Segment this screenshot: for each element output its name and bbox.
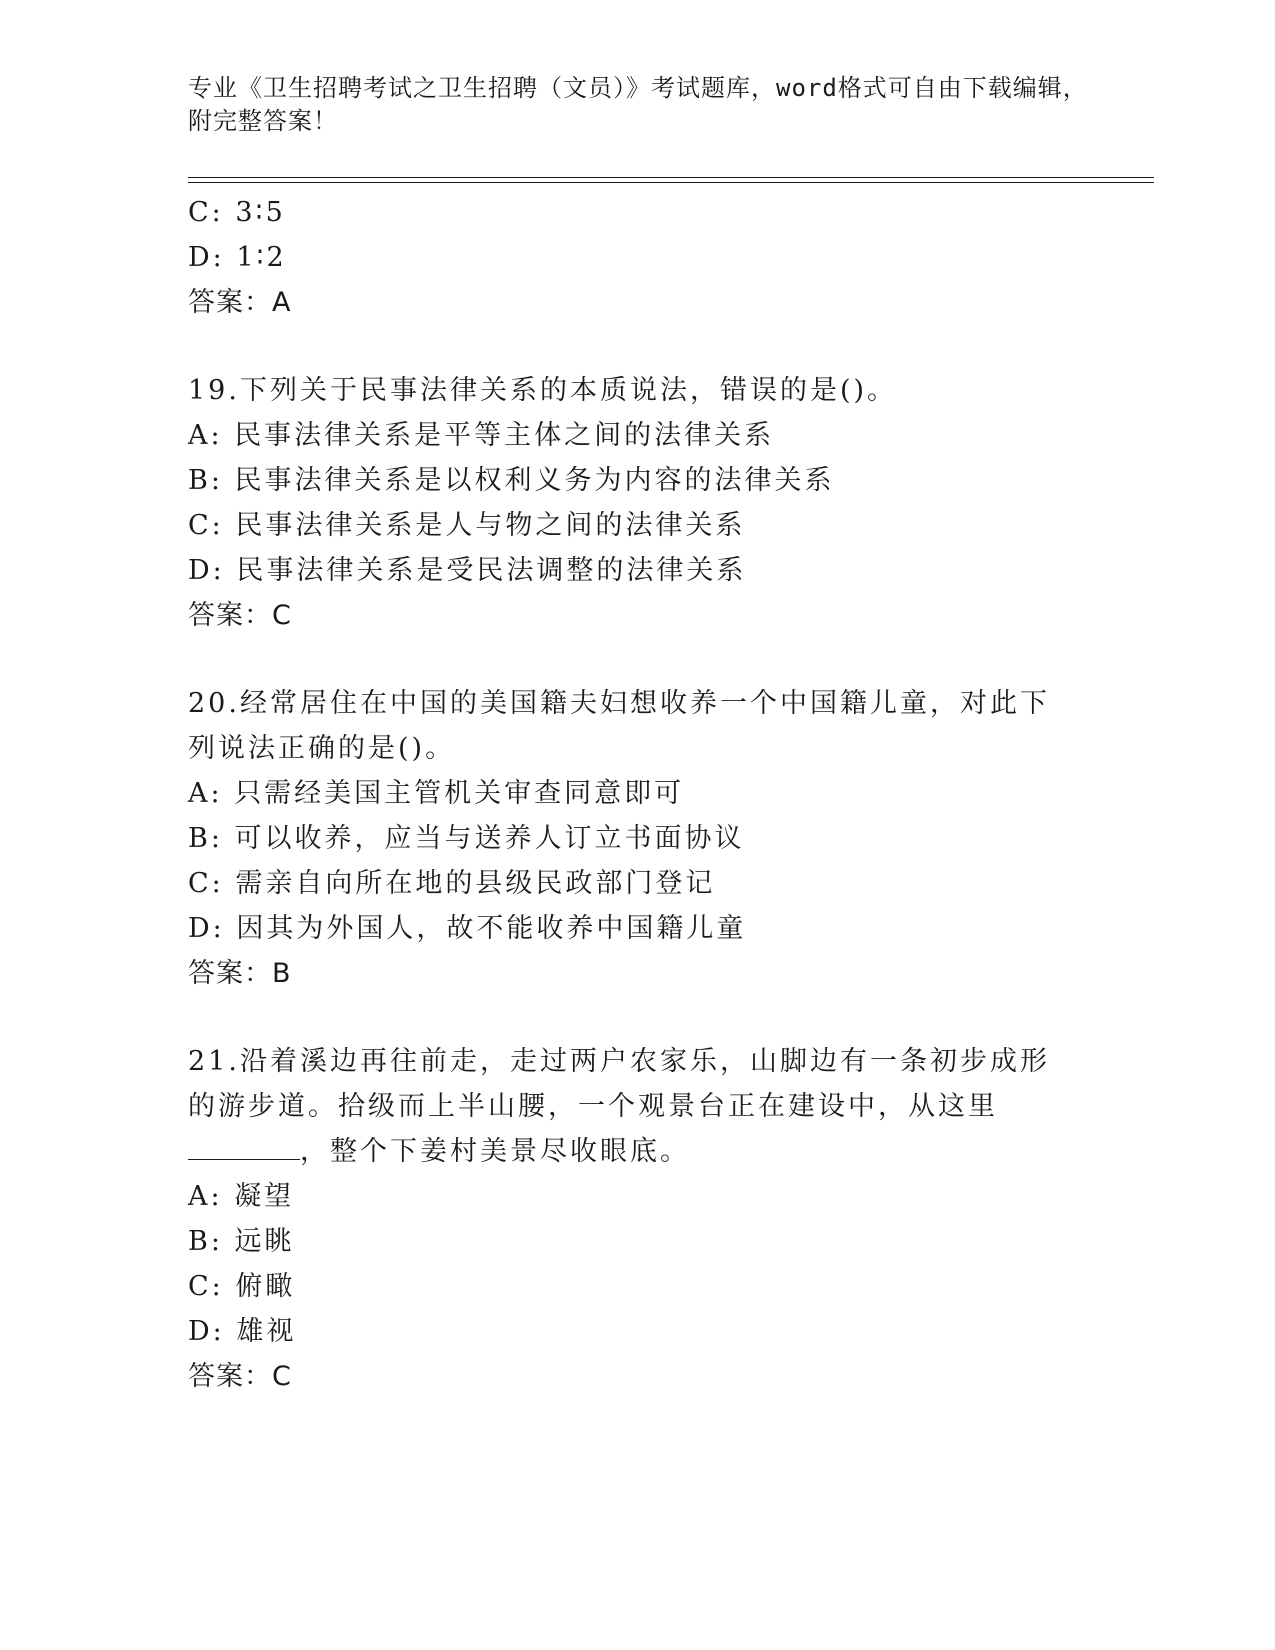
answer-line: 答案：B <box>188 958 292 989</box>
question-stem: 21.沿着溪边再往前走，走过两户农家乐，山脚边有一条初步成形的游步道。拾级而上半山腰，一个观景台正在建设中，从这里，整个下姜村美景尽收眼底。 <box>188 1046 1050 1167</box>
option-d: D: 民事法律关系是受民法调整的法律关系 <box>188 555 747 586</box>
answer-line: 答案：C <box>188 1361 292 1392</box>
option-c: C: 俯瞰 <box>188 1271 296 1302</box>
question-20 <box>188 681 1088 997</box>
option-c: C: 民事法律关系是人与物之间的法律关系 <box>188 510 746 541</box>
prev-question <box>188 190 1088 326</box>
header-rule-bottom <box>188 182 1154 183</box>
question-stem: 20.经常居住在中国的美国籍夫妇想收养一个中国籍儿童，对此下列说法正确的是()。 <box>188 688 1050 764</box>
fill-in-blank <box>188 1137 300 1160</box>
question-21 <box>188 1039 1088 1400</box>
option-a: A: 只需经美国主管机关审查同意即可 <box>188 778 685 809</box>
option-d: D: 因其为外国人，故不能收养中国籍儿童 <box>188 913 747 944</box>
option-d: D: 1∶2 <box>188 242 287 273</box>
option-a: A: 凝望 <box>188 1181 295 1212</box>
document-header: 专业《卫生招聘考试之卫生招聘（文员）》考试题库，word格式可自由下载编辑，附完整答案！ <box>188 74 1088 135</box>
answer-line: 答案：C <box>188 600 292 631</box>
option-c: C: 需亲自向所在地的县级民政部门登记 <box>188 868 716 899</box>
question-19 <box>188 368 1088 639</box>
option-c: C: 3∶5 <box>188 197 286 228</box>
document-body <box>188 190 1088 1400</box>
option-d: D: 雄视 <box>188 1316 297 1347</box>
option-a: A: 民事法律关系是平等主体之间的法律关系 <box>188 420 775 451</box>
answer-line: 答案：A <box>188 287 292 318</box>
option-b: B: 民事法律关系是以权利义务为内容的法律关系 <box>188 465 835 496</box>
header-rule-top <box>188 177 1154 178</box>
option-b: B: 可以收养，应当与送养人订立书面协议 <box>188 823 745 854</box>
option-b: B: 远眺 <box>188 1226 295 1257</box>
question-stem: 19.下列关于民事法律关系的本质说法，错误的是()。 <box>188 375 898 406</box>
